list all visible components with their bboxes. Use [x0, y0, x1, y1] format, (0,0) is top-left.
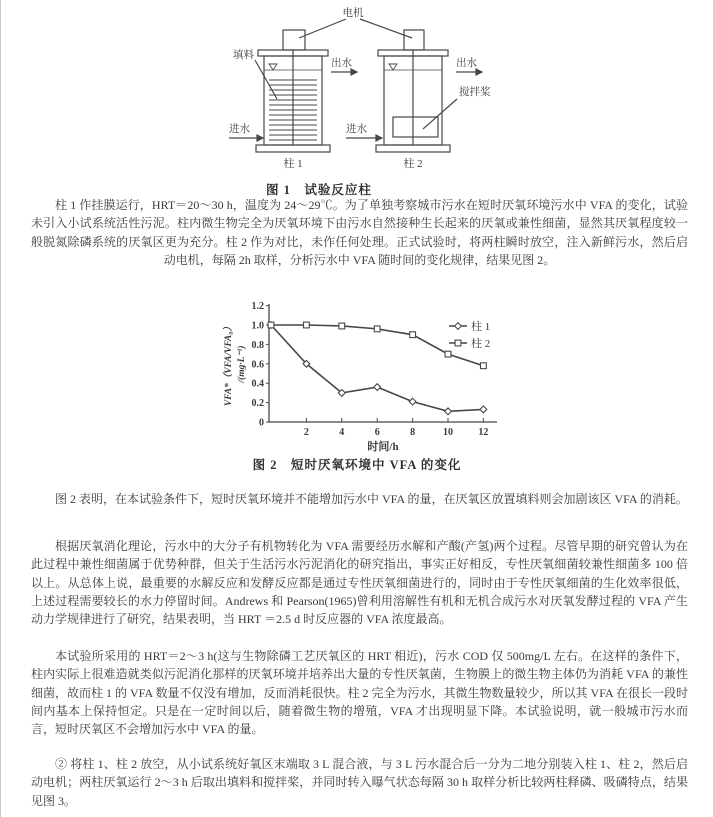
series-1-marker: [304, 322, 310, 328]
y-tick-label: 1.2: [251, 301, 264, 313]
x-tick-label: 6: [374, 427, 380, 438]
y-axis-label-line2: /(mg·L⁻¹): [237, 345, 247, 383]
inlet-arrowhead-2: [376, 135, 382, 141]
motor-box-1: [283, 30, 305, 50]
legend-label: 柱 2: [471, 337, 491, 350]
figure1-diagram: [219, 2, 519, 182]
series-0-marker: [409, 398, 416, 405]
inlet-label-1: 进水: [229, 124, 250, 135]
packing-label: 填料: [233, 50, 254, 61]
water-level-icon: [269, 64, 277, 70]
series-1-marker: [374, 326, 380, 332]
y-tick-label: 1.0: [251, 320, 264, 332]
series-0-marker: [374, 384, 381, 391]
paddle-box: [393, 117, 438, 137]
x-tick-label: 2: [303, 427, 309, 438]
outlet-arrowhead-1: [351, 69, 357, 75]
outlet-label-2: 出水: [456, 58, 477, 69]
x-tick-label: 8: [410, 427, 416, 438]
inlet-arrowhead-1: [257, 135, 263, 141]
series-1-marker: [481, 363, 487, 369]
motor-label: 电机: [342, 8, 364, 19]
water-level-icon: [389, 64, 397, 70]
series-0-marker: [480, 406, 487, 413]
y-tick-label: 0.6: [251, 359, 264, 371]
figure2-caption: 图 2 短时厌氧环境中 VFA 的变化: [252, 458, 462, 472]
paragraph-4: 本试验所采用的 HRT＝2～3 h(这与生物除磷工艺厌氧区的 HRT 相近)，污水 COD 仅 500mg/L 左右。在这样的条件下，柱内实际上很难造就类似污泥消化那样的厌氧环境并培养出大量的专性厌氧菌，生物膜上的微生物主体仍为消耗 VFA 的兼性细菌，故而柱 1 的 VFA 数量不仅没有增加，反而消耗很快。柱 2 完全为污水，其微生物数量较少，所以其 VFA 在很长一段时间内基本上保持恒定。只是在一定时间以后，随着微生物的增殖，VFA 才出现明显下降。本试验说明，就一般城市污水而言，短时厌氧区不会增加污水中 VFA 的量。: [31, 649, 688, 737]
series-1-marker: [339, 323, 345, 329]
series-0-line: [271, 325, 483, 411]
series-1-marker: [445, 351, 451, 357]
paragraph-2: 图 2 表明，在本试验条件下，短时厌氧环境并不能增加污水中 VFA 的量，在厌氧区放置填料则会加剧该区 VFA 的消耗。: [55, 492, 688, 506]
inlet-label-2: 进水: [346, 124, 367, 135]
x-tick-label: 4: [339, 427, 345, 438]
outlet-label-1: 出水: [331, 58, 352, 69]
y-tick-label: 0.2: [251, 398, 264, 410]
x-axis-label: 时间/h: [367, 441, 399, 453]
legend-marker: [455, 340, 461, 346]
paragraph-3: 根据厌氧消化理论，污水中的大分子有机物转化为 VFA 需要经历水解和产酸(产氢)两个过程。尽管早期的研究曾认为在此过程中兼性细菌属于优势种群，但关于生活污水污泥消化的研究指出，事实正好相反，专性厌氧细菌较兼性细菌多 100 倍以上。从总体上说，最重要的水解反应和发酵反应都是通过专性厌氧细菌进行的，同时由于专性厌氧细菌的生化效率很低，上述过程需要较长的水力停留时间。Andrews 和 Pearson(1965)曾利用溶解性有机和无机合成污水对厌氧发酵过程的 VFA 产生动力学规律进行了研究，结果表明，当 HRT ＝2.5 d 时反应器的 VFA 浓度最高。: [31, 539, 688, 627]
series-1-marker: [410, 332, 416, 338]
x-tick-label: 12: [478, 427, 489, 438]
x-tick-label: 10: [443, 427, 453, 438]
series-1-marker: [268, 322, 274, 328]
figure2-chart: [219, 300, 519, 458]
bottom-flange-1: [256, 145, 330, 152]
column1-label: 柱 1: [283, 158, 303, 170]
y-axis-label-line1: VFA*（VFA/VFA₀）: [224, 321, 234, 407]
paragraph-5: ② 将柱 1、柱 2 放空，从小试系统好氧区末端取 3 L 混合液，与 3 L 污水混合后一分为二地分别装入柱 1、柱 2，然后启动电机；两柱厌氧运行 2～3 h 后取出填料和搅拌桨，并同时转入曝气状态每隔 30 h 取样分析比较两柱释磷、吸磷特点，结果见图 3。: [31, 757, 688, 808]
y-tick-label: 0: [259, 417, 264, 429]
motor-leader-left: [299, 19, 346, 38]
paddle-label: 搅拌桨: [459, 87, 491, 98]
outlet-arrowhead-2: [476, 69, 482, 75]
y-tick-label: 0.4: [251, 378, 264, 390]
motor-box-2: [404, 30, 424, 50]
legend-marker: [455, 323, 462, 330]
y-tick-label: 0.8: [251, 339, 264, 351]
paragraph-1: 柱 1 作挂膜运行，HRT＝20～30 h，温度为 24～29℃。为了单独考察城市污水在短时厌氧环境污水中 VFA 的变化，试验未引入小试系统活性污泥。柱内微生物完全为厌氧环境下由污水自然接种生长起来的厌氧或兼性细菌，显然其厌氧程度较一般脱氮除磷系统的厌氧区更为充分。柱 2 作为对比，未作任何处理。正式试验时，将两柱瞬时放空，注入新鲜污水，然后启动电机，每隔 2h 取样，分析污水中 VFA 随时间的变化规律，结果见图 2。: [31, 198, 688, 267]
column2-label: 柱 2: [403, 158, 423, 170]
paddle-leader: [423, 99, 457, 129]
bottom-flange-2: [376, 145, 450, 152]
figure1-caption: 图 1 试验反应柱: [266, 183, 372, 197]
series-0-marker: [445, 408, 452, 415]
legend-label: 柱 1: [471, 320, 491, 333]
